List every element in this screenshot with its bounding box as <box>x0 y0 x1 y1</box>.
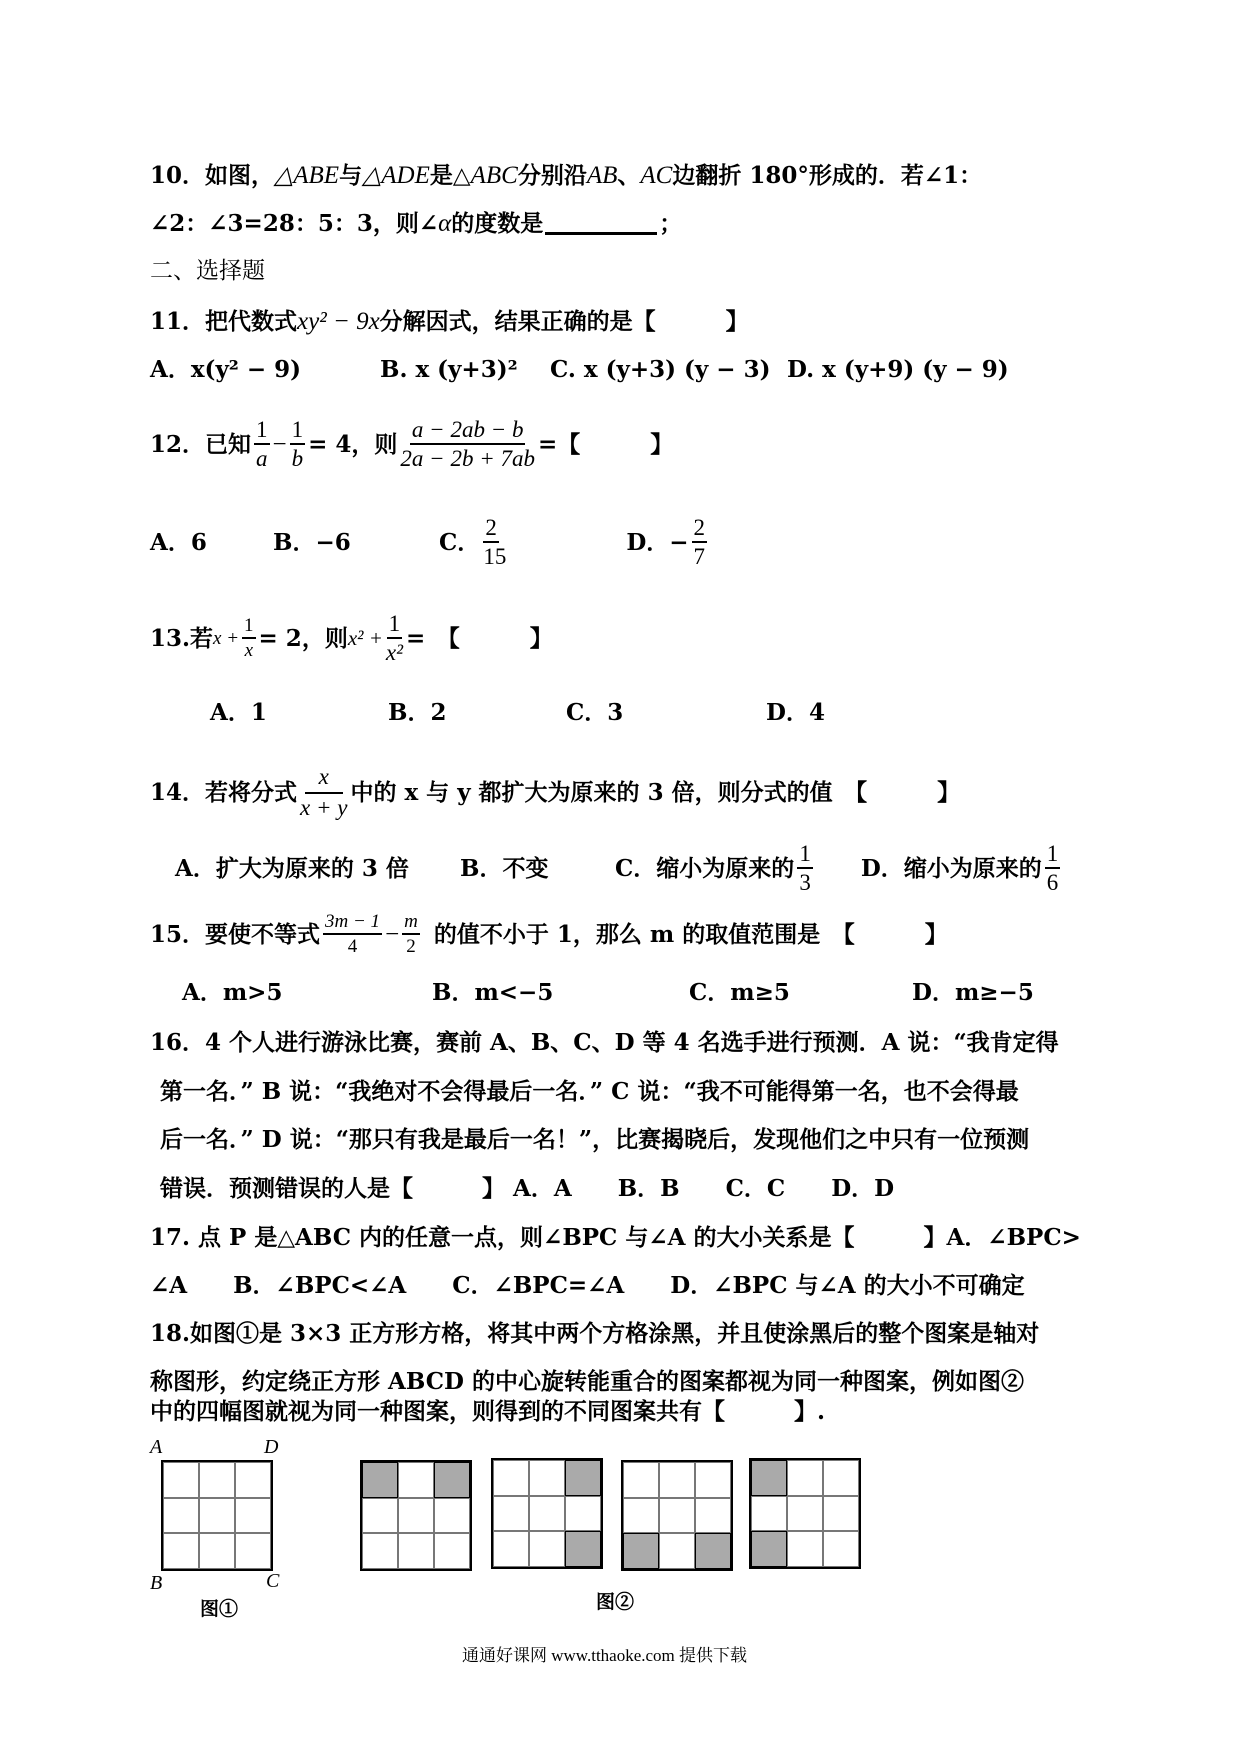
grid-cell <box>199 1462 235 1498</box>
numerator: 1 <box>290 418 306 445</box>
math: ABC <box>470 162 518 189</box>
fraction <box>402 912 420 956</box>
shaded-cell <box>434 1462 470 1498</box>
vertex-label-a: A <box>150 1436 163 1458</box>
grid-cell <box>659 1498 695 1534</box>
numerator: 2 <box>483 516 499 543</box>
numerator: 2 <box>692 516 708 543</box>
grid-cell <box>823 1460 859 1496</box>
denominator: 3 <box>799 870 811 895</box>
numerator: x <box>305 765 343 794</box>
option-c: C．3 <box>566 699 624 726</box>
shaded-cell <box>751 1460 787 1496</box>
grid-cell <box>199 1498 235 1534</box>
shaded-cell <box>623 1533 659 1569</box>
q11-options <box>150 358 1009 381</box>
shaded-cell <box>565 1460 601 1496</box>
option-a: A．x(y² − 9) <box>150 356 302 383</box>
grid-cell <box>659 1533 695 1569</box>
math: AC <box>640 162 673 189</box>
option-a: A．m>5 <box>182 979 283 1006</box>
figure2-grid <box>491 1458 603 1569</box>
q16-line: 错误．预测错误的人是【 】 A．A B．B C．C D．D <box>160 1175 895 1202</box>
grid-cell <box>493 1531 529 1567</box>
grid-cell <box>751 1496 787 1532</box>
option-d: D. x (y+9) (y − 9) <box>787 356 1009 383</box>
fraction <box>300 765 347 819</box>
grid-cell <box>163 1498 199 1534</box>
answer-blank[interactable] <box>545 212 657 235</box>
option-b: B．−6 <box>273 528 351 556</box>
numerator: 3m − 1 <box>323 912 382 935</box>
text: = 【 <box>405 624 460 652</box>
grid-cell <box>235 1462 271 1498</box>
text: 15．要使不等式 <box>150 920 321 948</box>
math: x + <box>213 627 240 649</box>
numerator: 1 <box>797 842 813 869</box>
fraction <box>692 516 708 568</box>
grid-cell <box>623 1498 659 1534</box>
text: 14．若将分式 <box>150 778 298 806</box>
vertex-label-d: D <box>264 1436 279 1458</box>
option-b: B．m<−5 <box>432 979 554 1006</box>
numerator: 1 <box>1045 842 1061 869</box>
q16-line: 第一名．” B 说：“我绝对不会得最后一名．” C 说：“我不可能得第一名，也不会得最 <box>160 1078 1019 1105</box>
math: xy² − 9x <box>297 308 380 335</box>
text: ； <box>659 210 683 237</box>
grid-cell <box>623 1462 659 1498</box>
grid-cell <box>163 1462 199 1498</box>
section-heading: 二、选择题 <box>150 258 265 284</box>
q11-stem <box>150 309 749 334</box>
q10-line2 <box>150 211 682 236</box>
q16-line: 后一名．” D 说：“那只有我是最后一名！”，比赛揭晓后，发现他们之中只有一位预测 <box>160 1126 1030 1153</box>
q15-stem <box>150 912 948 956</box>
numerator: m <box>402 912 420 935</box>
fraction <box>242 616 256 660</box>
grid-cell <box>787 1531 823 1567</box>
fraction <box>254 418 270 470</box>
option-c: C．m≥5 <box>689 979 790 1006</box>
grid-cell <box>695 1462 731 1498</box>
grid-cell <box>398 1462 434 1498</box>
denominator: 15 <box>483 544 507 569</box>
math: △ABE <box>274 162 340 189</box>
option-a: A．6 <box>150 528 207 556</box>
text: 】 <box>937 778 961 806</box>
fraction <box>797 842 813 894</box>
q14-options <box>175 842 1063 894</box>
footer-source: 通通好课网 www.tthaoke.com 提供下载 <box>462 1646 748 1665</box>
shaded-cell <box>751 1531 787 1567</box>
option-d: D．m≥−5 <box>912 979 1034 1006</box>
q14-stem <box>150 765 960 819</box>
denominator: x² <box>385 640 403 665</box>
grid-cell <box>529 1496 565 1532</box>
shaded-cell <box>362 1462 398 1498</box>
text: ∠2：∠3=28：5：3，则∠ <box>150 210 439 237</box>
text: = 2，则 <box>258 624 348 652</box>
text: 10．如图， <box>150 162 275 189</box>
math: x² + <box>347 625 383 650</box>
denominator: 2 <box>406 936 416 957</box>
fraction <box>386 612 403 664</box>
q13-stem <box>150 612 553 664</box>
text: = 4，则 <box>308 430 398 458</box>
q10-line1 <box>150 163 982 188</box>
q18-line: 称图形，约定绕正方形 ABCD 的中心旋转能重合的图案都视为同一种图案，例如图② <box>150 1368 1024 1395</box>
denominator: a <box>256 446 268 471</box>
figure2-grid <box>749 1458 861 1569</box>
fraction <box>1045 842 1061 894</box>
text: 】 <box>529 624 553 652</box>
option-a: A．扩大为原来的 3 倍 <box>175 854 409 882</box>
grid-cell <box>565 1496 601 1532</box>
grid-cell <box>199 1533 235 1569</box>
figure1-grid <box>161 1460 273 1571</box>
text: 11．把代数式 <box>150 308 298 335</box>
denominator: b <box>291 446 304 471</box>
option-a: A．1 <box>210 699 267 726</box>
grid-cell <box>787 1496 823 1532</box>
fraction <box>400 418 535 470</box>
numerator: 1 <box>242 616 256 639</box>
grid-cell <box>362 1533 398 1569</box>
grid-cell <box>823 1531 859 1567</box>
grid-cell <box>235 1498 271 1534</box>
text: − <box>385 920 400 948</box>
grid-cell <box>695 1498 731 1534</box>
denominator: 7 <box>693 544 706 569</box>
q12-options <box>150 516 710 568</box>
option-d: D．缩小为原来的 <box>860 854 1042 882</box>
option-b: B．2 <box>388 699 447 726</box>
numerator: 1 <box>254 418 270 445</box>
figure1-caption: 图① <box>200 1598 239 1620</box>
text: =【 <box>537 430 581 458</box>
numerator: a − 2ab − b <box>410 418 526 445</box>
q16-line: 16．4 个人进行游泳比赛，赛前 A、B、C、D 等 4 名选手进行预测．A 说：“我肯定得 <box>150 1029 1059 1056</box>
option-c: C．缩小为原来的 <box>615 854 795 882</box>
q13-options <box>210 701 825 724</box>
grid-cell <box>823 1496 859 1532</box>
text: − <box>272 430 287 458</box>
text: 分别沿 <box>517 162 587 189</box>
text: 12．已知 <box>150 430 252 458</box>
grid-cell <box>362 1498 398 1534</box>
text: 、 <box>617 162 641 189</box>
grid-cell <box>434 1533 470 1569</box>
grid-cell <box>493 1460 529 1496</box>
shaded-cell <box>695 1533 731 1569</box>
denominator: 2a − 2b + 7ab <box>400 446 535 471</box>
text: 分解因式，结果正确的是【 <box>379 308 656 335</box>
figure2-grid <box>621 1460 733 1571</box>
alpha: α <box>438 210 452 237</box>
grid-cell <box>235 1533 271 1569</box>
option-d: D．− <box>626 528 689 556</box>
option-d: D．4 <box>766 699 825 726</box>
text: 的度数是 <box>451 210 544 237</box>
grid-cell <box>529 1460 565 1496</box>
text: 】 <box>725 308 749 335</box>
text: 边翻折 180°形成的．若∠1： <box>672 162 983 189</box>
grid-cell <box>659 1462 695 1498</box>
option-b: B．不变 <box>460 854 549 882</box>
math: △ADE <box>362 162 430 189</box>
grid-cell <box>434 1498 470 1534</box>
fraction <box>323 912 382 956</box>
vertex-label-b: B <box>150 1572 163 1594</box>
grid-cell <box>787 1460 823 1496</box>
numerator: 1 <box>387 612 403 639</box>
grid-cell <box>398 1498 434 1534</box>
figure2-grid <box>360 1460 472 1571</box>
denominator: x <box>244 640 253 661</box>
text: 的值不小于 1，那么 m 的取值范围是 【 <box>433 920 855 948</box>
text: 中的 x 与 y 都扩大为原来的 3 倍，则分式的值 【 <box>350 778 868 806</box>
shaded-cell <box>565 1531 601 1567</box>
q17-line: 17. 点 P 是△ABC 内的任意一点，则∠BPC 与∠A 的大小关系是【 】A．∠BPC> <box>150 1224 1081 1251</box>
figure2-caption: 图② <box>596 1591 635 1613</box>
denominator: 4 <box>347 936 358 957</box>
option-c: C． <box>439 528 481 556</box>
text: 是△ <box>429 162 471 189</box>
q17-line: ∠A B．∠BPC<∠A C．∠BPC=∠A D．∠BPC 与∠A 的大小不可确定 <box>150 1272 1025 1299</box>
q15-options <box>182 981 1034 1004</box>
text: 】 <box>650 430 674 458</box>
option-b: B. x (y+3)² <box>380 356 518 383</box>
q18-line: 18.如图①是 3×3 正方形方格，将其中两个方格涂黑，并且使涂黑后的整个图案是轴对 <box>150 1320 1040 1347</box>
math: AB <box>586 162 618 189</box>
grid-cell <box>163 1533 199 1569</box>
fraction <box>483 516 623 568</box>
grid-cell <box>398 1533 434 1569</box>
grid-cell <box>529 1531 565 1567</box>
grid-cell <box>493 1496 529 1532</box>
denominator: 6 <box>1046 870 1059 895</box>
option-c: C. x (y+3) (y − 3) <box>550 356 771 383</box>
q18-line: 中的四幅图就视为同一种图案，则得到的不同图案共有【 】. <box>150 1398 826 1425</box>
text: 13.若 <box>150 624 214 652</box>
denominator: x + y <box>300 795 348 820</box>
text: 与 <box>339 162 363 189</box>
vertex-label-c: C <box>266 1570 280 1592</box>
text: 】 <box>924 920 948 948</box>
q12-stem <box>150 418 673 470</box>
fraction <box>290 418 306 470</box>
